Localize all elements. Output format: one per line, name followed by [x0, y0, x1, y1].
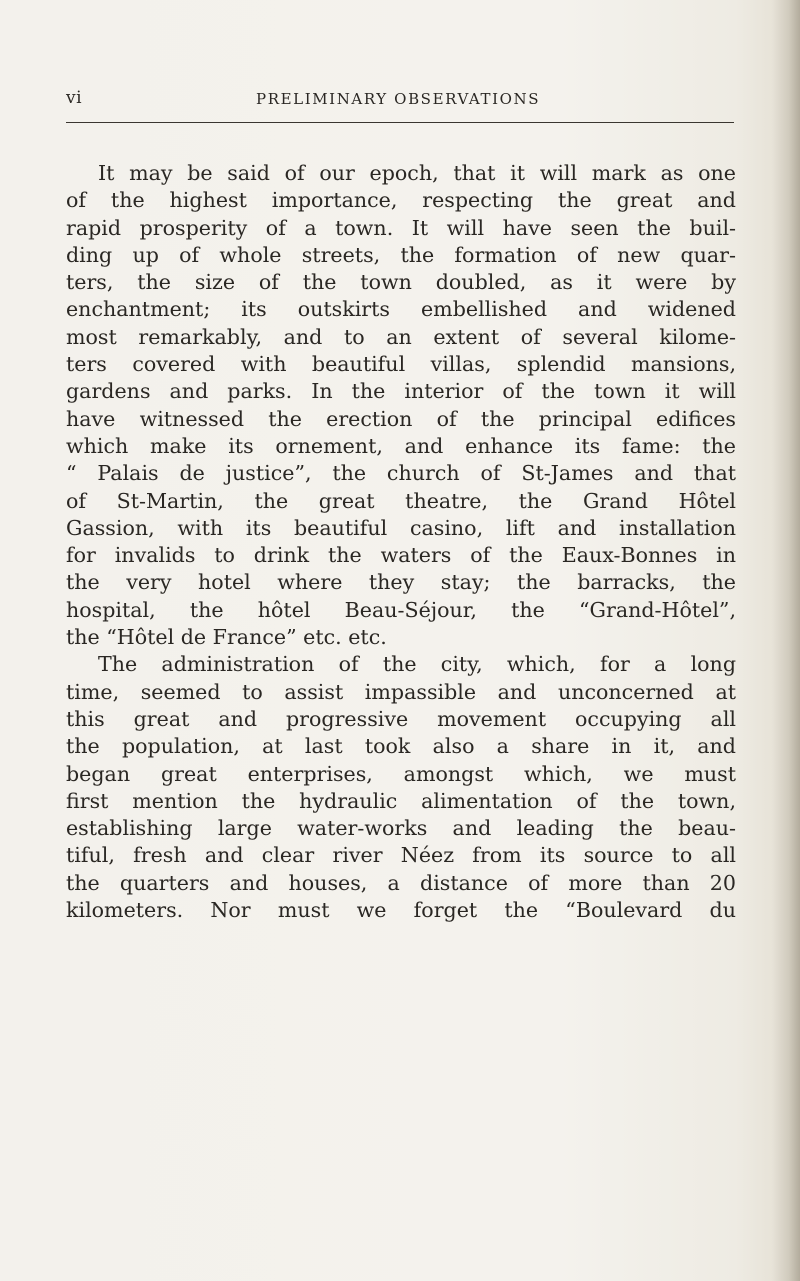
paragraph-2: [66, 651, 736, 924]
text-line: It may be said of our epoch, that it will mark as one: [98, 161, 736, 185]
body-text: [66, 160, 736, 924]
text-line: most remarkably, and to an extent of several kilome-: [66, 324, 736, 349]
header-rule: [66, 122, 734, 123]
text-line: of St-Martin, the great theatre, the Grand Hôtel: [66, 488, 736, 513]
text-line: began great enterprises, amongst which, we must: [66, 761, 736, 786]
text-line: gardens and parks. In the interior of the town it will: [66, 379, 736, 404]
text-line: first mention the hydraulic alimentation of the town,: [66, 788, 736, 813]
running-head: [66, 88, 734, 114]
text-line: the “Hôtel de France” etc. etc.: [66, 625, 387, 650]
text-line: of the highest importance, respecting the great and: [66, 188, 736, 213]
text-line: Gassion, with its beautiful casino, lift and installation: [66, 515, 736, 540]
text-line: kilometers. Nor must we forget the “Boulevard du: [66, 898, 736, 923]
text-line: The administration of the city, which, for a long: [98, 652, 736, 677]
text-line: rapid prosperity of a town. It will have seen the buil-: [66, 215, 736, 240]
text-line: ding up of whole streets, the formation of new quar-: [66, 242, 736, 267]
running-head-title: PRELIMINARY OBSERVATIONS: [256, 90, 541, 108]
page-edge-shadow: [772, 0, 800, 1281]
text-line: this great and progressive movement occupying all: [66, 706, 736, 731]
page-number: vi: [66, 88, 83, 108]
text-line: tiful, fresh and clear river Néez from its source to all: [66, 843, 736, 868]
text-line: hospital, the hôtel Beau-Séjour, the “Grand-Hôtel”,: [66, 597, 736, 622]
text-line: the very hotel where they stay; the barracks, the: [66, 570, 736, 595]
text-line: time, seemed to assist impassible and unconcerned at: [66, 679, 736, 704]
text-line: “ Palais de justice”, the church of St-James and that: [66, 461, 736, 486]
text-line: ters, the size of the town doubled, as it were by: [66, 270, 736, 295]
text-line: for invalids to drink the waters of the Eaux-Bonnes in: [66, 543, 736, 568]
text-line: have witnessed the erection of the principal edifices: [66, 406, 736, 431]
text-line: the population, at last took also a share in it, and: [66, 734, 736, 759]
text-line: which make its ornement, and enhance its fame: the: [66, 433, 736, 458]
text-line: establishing large water-works and leading the beau-: [66, 816, 736, 841]
text-line: the quarters and houses, a distance of more than 20: [66, 870, 736, 895]
text-line: ters covered with beautiful villas, splendid mansions,: [66, 352, 736, 377]
text-line: enchantment; its outskirts embellished and widened: [66, 297, 736, 322]
paragraph-1: [66, 160, 736, 651]
